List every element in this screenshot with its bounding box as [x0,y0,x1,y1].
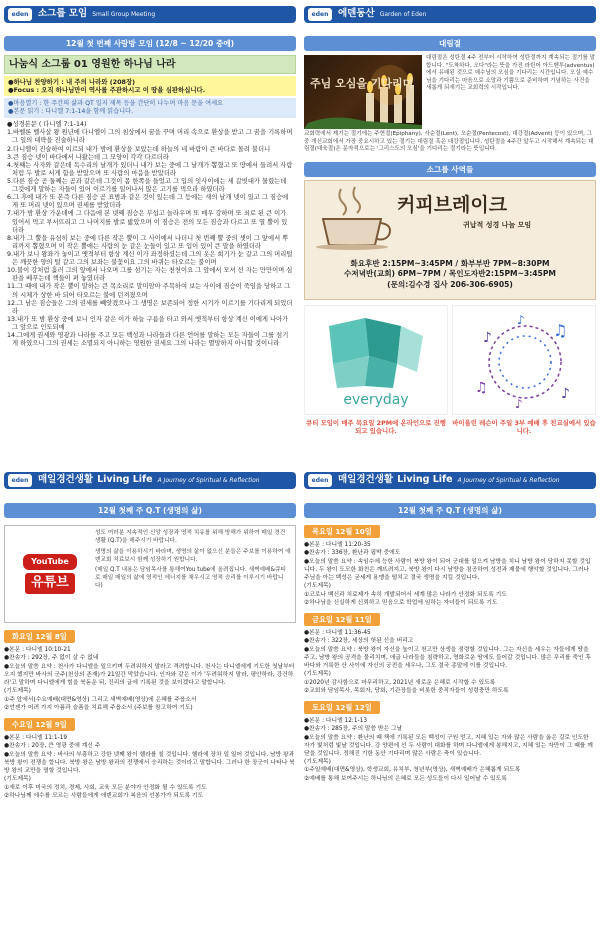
everyday-logo [304,305,448,415]
everyday-label: everyday [343,391,409,408]
verse-6: 6.그 후에 내가 또 본즉 다른 짐승 곧 표범과 같은 것이 있는데 그 등에는 새의 날개 넷이 있고 그 짐승에게 또 머리 넷이 있으며 권세를 받았더라 [7,194,289,210]
advent-text-bottom: 교회력에서 제기는 절기에는 주현절(Epiphany), 사순절(Lent), 오순절(Pentecost), 대강절(Advent) 등이 있으며, 그 중 개신교회에서 가장 중요시하고 있는 절기는 대림절 혹은 대강절입니다. 성탄절을 4주간 앞두고 시작해서 계속되는 대림절(대육절)은 문자적으로는 '그리스도의 오심'을 기다리는 절기라는 뜻입니다. [304,131,594,153]
fri-line-1: ●본문 : 다니엘 11:36-45 [304,630,371,637]
thu-line-4: (기도제목) [304,583,331,590]
opening-notes-box [4,98,296,118]
coffee-schedule-line-1: 화요후반 2:15PM~3:45PM / 화부부반 7PM~8:30PM [350,258,550,268]
living-life-subtitle: A Journey of Spiritual & Reflection [157,476,260,484]
fri-line-5: ①2020년 감사함으로 마무리하고, 2021년 새로운 은혜로 시작할 수 있도록 [304,679,496,686]
verse-9: 9.내가 보니 왕좌가 놓이고 옛적부터 항상 계신 이가 좌정하셨는데 그의 옷은 희기가 눈 같고 그의 머리털은 깨끗한 양의 털 같고 그의 보좌는 불꽃이요 그의 바퀴는 타오르는 불이며 [7,251,293,267]
day-list-wed [4,734,296,800]
cutie-card [304,305,448,435]
small-group-subtitle: Small Group Meeting [92,10,156,18]
coffee-subtitle: 귀납적 성경 나눔 모임 [463,220,532,229]
lesson-title: 나눔식 소그룹 01 영원한 하나님 나라 [4,55,296,74]
fri-line-3: ●오늘의 말씀 요약 : 북방 왕이 자신을 높이고 천고만 상생을 점령할 것입니다. 그는 자신을 세우는 자들에게 땅을 주고, 남방 왕의 공격을 물리치며, 애굽 나라들을 침략하고, 영화로운 땅에도 들어갈 것입니다. 많은 무리를 죽인 후 바다와 거룩한 산 사이에 자신의 궁전을 세우나, 그도 결국 종말에 이를 것입니다. [304,646,592,670]
violin-image [452,305,596,415]
svg-text:♪: ♪ [561,385,570,402]
wed-line-5: ①새로 이후 미국의 정치, 경제, 사회, 교육 모든 분야가 안정화 될 수 있도록 기도 [4,784,207,791]
hymn-focus-box [4,76,296,96]
eden-logo: eden [308,474,332,487]
sat-line-2: ●찬송가 : 285장, 주의 말씀 받은 그날 [304,726,403,733]
verse-4: 4.첫째는 사자와 같은데 독수리의 날개가 있더니 내가 보는 중에 그 날개가 뽑혔고 또 땅에서 들려서 사람처럼 두 발로 서게 함을 받았으며 또 사람의 마음을 받았더라 [7,161,293,177]
thu-line-2: ●찬송가 : 336장, 환난과 핍박 중에도 [304,550,401,557]
wed-line-1: ●본문 : 다니엘 11:1-19 [4,735,68,742]
sat-line-3: ●오늘의 말씀 요약 : 환난의 때 책에 기록된 모든 백성이 구원 얻고, 지혜 있는 자와 많은 사람을 옳은 길로 인도한 자가 빛처럼 빛날 것입니다. 강 양편에 선 두 사람이 대화를 하며 다니엘에게 봉해지고, 지혜 있는 자만이 그 때를 깨닫을 것입니다. 정해진 기한 동안 기다리며 많은 사람은 축이 있습니다. [304,734,593,758]
living-life-title-en-right: Living Life [397,474,453,486]
verse-5: 5.다른 짐승 곧 둘째는 곰과 같은데 그것이 몸 한쪽을 들었고 그 입의 잇사이에는 세 갈빗대가 물렸는데 그것에게 말하는 자들이 있어 이르기를 일어나서 많은 고기를 먹으라 하였더라 [7,178,287,194]
advent-candle-image [304,55,422,129]
svg-text:♫: ♫ [475,379,488,396]
verse-1: 1.바벨론 벨사살 왕 원년에 다니엘이 그의 침상에서 꿈을 꾸며 머리 속으로 환상을 받고 그 꿈을 기록하며 그 일의 대략을 진술하니라 [7,129,293,145]
hymn-line: ●하나님 찬양하기 : 내 주의 나라와 (208장) [8,78,136,86]
day-label-thu: 목요일 12월 10일 [304,525,380,538]
week-bar: 12월 첫 번째 사랑방 모임 (12/8 ~ 12/20 중에) [4,36,296,51]
coffee-break-box [304,180,596,300]
living-life-header-left [4,472,296,489]
sat-line-1: ●본문 : 다니엘 12:1-13 [304,718,368,725]
advent-text-right: 대림절은 성탄절 4주 전부터 시작하여 성탄절까지 계속되는 절기를 말합니다. "도착하다, 오다"라는 뜻을 가진 라틴어 아드벤투(adventus)에서 유래된 것으로 예수님의 오심을 기다리는 시간입니다. 오실 예수님을 기다리는 마음으로 소망과 기쁨으로 준비하며 기념하는 사건을 새롭게 되새기는 교회력의 시작입니다. [426,55,596,92]
group-ministries-bar: 소그룹 사역들 [304,162,596,177]
wed-line-6: ②하나님께 에수를 모르는 사람들에게 에덴교회가 복음의 선봉가가 되도록 기도 [4,792,204,799]
thu-line-3: ●오늘의 말씀 요약 : 속임수에 능한 사람이 북방 왕이 되어 군대를 일으켜 남방을 치니 남방 왕이 당하지 못할 것입니다. 두 왕이 도모한 화친은 깨뜨려지고, 북방 왕이 다시 남방을 침공하여 성전과 제물에 행악할 것입니다. 그러나 주님을 아는 백성은 굳세게 용맹을 떨치고 결국 생명을 지킬 것입니다. [304,558,591,582]
coffee-schedule [309,259,591,291]
wed-line-2: ●찬송가 : 20장, 큰 영광 중에 계신 주 [4,743,101,750]
scripture-ref: ●성경본문 ( 다니엘 7:1-14) [7,121,87,129]
thu-line-6: ②하나님을 신실하게 신뢰하고 믿음으로 학업에 임하는 자녀들이 되도록 기도 [304,599,498,606]
living-life-title-right: 매일경건생활 [338,474,394,486]
wed-line-4: (기도제목) [4,776,31,783]
youtube-logo-bottom: 유튜브 [25,573,75,594]
day-list-fri [304,629,596,695]
fri-line-4: (기도제목) [304,671,331,678]
fri-line-2: ●찬송가 : 322장, 세상의 헛된 신을 버리고 [304,638,414,645]
yt-text-1: 성도 여러분 지속적인 신앙 성장과 영적 치유를 위해 방해가 위하여 매일 경건 생활 (Q.T)을 해주시기 바랍니다. [95,530,286,544]
garden-header [304,6,596,23]
living-life-subtitle-right: A Journey of Spiritual & Reflection [457,476,560,484]
ministry-images-row [304,305,596,435]
violin-caption: 바이올린 레슨이 주일 3부 예배 후 친교실에서 있습니다. [452,418,596,435]
qt-week-bar-left: 12월 첫째 주 Q.T (생명의 삶) [4,503,296,518]
youtube-text [95,530,291,618]
verse-7: 7.내가 밤 환상 가운데에 그 다음에 본 넷째 짐승은 무섭고 놀라우며 또 매우 강하며 또 쇠로 된 큰 이가 있어서 먹고 부서뜨리고 그 나머지를 발로 밟았으며 이 짐승은 전의 모든 짐승과 다르고 또 열 뿔이 있더라 [7,210,288,234]
qt-week-bar-right: 12월 첫째 주 Q.T (생명의 삶) [304,503,596,518]
wed-line-3: ●오늘의 말씀 요약 : 바사의 부흥하고 강한 넷째 왕이 헬라를 칠 것입니다. 헬라에 장차 일 일어 것입니다. 남방 왕과 북방 왕이 전쟁을 합니다. 북방 왕은 남방 왕과의 전쟁에서 승리하는 것이라고 말합니다. 그러나 한 장군이 나타나 북방 왕의 교만을 멸할 것입니다. [4,751,295,775]
small-group-title: 소그룹 모임 [38,8,88,20]
sat-line-6: ②예배를 통해 보여주시는 하나님의 은혜로 모든 성도들이 다시 일어날 수 있도록 [304,775,507,782]
cutie-caption: 큐티 모임이 매주 목요일 2PM에 온라인으로 진행되고 있습니다. [306,418,446,435]
garden-title: 에덴동산 [338,8,375,20]
eden-logo: eden [8,474,32,487]
tue-line-4: (기도제목) [4,688,31,695]
advent-bar: 대림절 [304,36,596,51]
coffee-contact: (문의:김수경 집사 206-306-6905) [387,279,513,289]
day-list-sat [304,717,596,783]
day-list-thu [304,541,596,607]
day-label-sat: 토요일 12월 12일 [304,701,380,714]
sat-line-4: (기도제목) [304,759,331,766]
qt-day-sat [304,701,596,783]
living-life-title-en: Living Life [97,474,153,486]
advent-row [304,55,596,129]
tue-line-3: ●오늘의 말씀 요약 : 천사가 다니엘을 일으키며 두려워하지 말라고 격려합니다. 천사는 다니엘에게 기도한 첫날부터 오지 했지만 바사의 군주(천상의 존재)가 21일간 막았습니다. 인자와 같은 이가 '두려워하지 말라, 평안하라, 강건하라'고 말하며 다니엘에게 힘을 북돋운 뒤, 진리의 글에 기록된 것을 보이겠다고 말합니다. [4,663,295,687]
tue-line-5: ①주 앞에서(수요예배(대면&영상) 그리고 새벽예배(영상)에 은혜를 주옵소서 [4,696,197,703]
verse-3: 3.큰 짐승 넷이 바다에서 나왔는데 그 모양이 각각 다르더라 [7,153,169,161]
fri-line-6: ②교회와 담임목사, 목회자, 당회, 기관장들을 비롯한 중직자들이 성령충만 하도록 [304,687,509,694]
small-group-section [4,6,296,348]
note-open-heart: ●마음열기 : 한 주간의 삶과 QT 일지 제목 등을 간단히 나누며 마음 문을 여세요 [8,100,224,108]
youtube-logo [9,530,91,618]
sat-line-5: ①주일예배(대면&영상), 학생교회, 유치부, 청년부(영상), 새벽예배가 은혜롭게 되도록 [304,767,521,774]
garden-subtitle: Garden of Eden [379,10,427,18]
thu-line-1: ●본문 : 다니엘 11:20-35 [304,542,371,549]
day-list-tue [4,646,296,712]
eden-logo: eden [308,8,332,21]
candle-illustration [304,55,422,129]
day-label-tue: 화요일 12월 8일 [4,630,75,643]
yt-text-3: (매일 Q.T 내용은 담임목사를 통해여You tube에 올려집니다. 새벽예배&큐티로 매일 매일의 삶에 영적인 에너지를 채우시고 영적 승리를 이루시기 바랍니다) [95,567,286,590]
day-label-wed: 수요일 12월 9일 [4,718,75,731]
living-life-left-section [4,472,296,800]
living-life-title: 매일경건생활 [38,474,94,486]
qt-day-tue [4,630,296,712]
verse-11: 11.그 때에 내가 작은 뿔이 말하는 큰 목소리로 말미암아 주목하여 보는 사이에 짐승이 죽임을 당하고 그의 시체가 상한 바 되어 타오르는 불에 던져졌으며 [7,283,291,299]
qt-day-thu [304,525,596,607]
verse-8: 8.내가 그 뿔을 유심히 보는 중에 다른 작은 뿔이 그 사이에서 나더니 첫 번째 뿔 중의 셋이 그 앞에서 뿌리까지 뽑혔으며 이 작은 뿔에는 사람의 눈 같은 눈들이 있고 또 입이 있어 큰 말을 하였더라 [7,234,289,250]
youtube-box [4,525,296,623]
verse-12: 12.그 남은 짐승들은 그의 권세를 빼앗겼으나 그 생명은 보존되어 정한 시기가 이르기를 기다리게 되었더라 [7,299,293,315]
verse-10: 10.불이 강처럼 흘러 그의 앞에서 나오며 그를 섬기는 자는 천천이요 그 앞에서 모셔 선 자는 만만이며 심판을 베푸는데 책들이 펴 놓였더라 [7,267,293,283]
coffee-schedule-line-2: 수저녁반(교회) 6PM~7PM / 목인도자반2:15PM~3:45PM [344,269,556,279]
note-read-passage: ●본문 읽기 : 다니엘 7:1-14을 함께 읽습니다. [8,108,133,116]
garden-of-eden-section [304,6,596,435]
focus-line: ●Focus : 오직 하나님만이 역사를 주관하시고 이 땅을 심판하십니다. [8,86,206,95]
living-life-right-section [304,472,596,783]
tue-line-1: ●본문 : 다니엘 10:10-21 [4,647,71,654]
advent-image-caption: 주님 오심을 기다리며 [310,77,414,90]
small-group-header [4,6,296,23]
verse-13: 13.내가 또 밤 환상 중에 보니 인자 같은 이가 하늘 구름을 타고 와서 옛적부터 항상 계신 이에게 나아가 그 앞으로 인도되매 [7,315,289,331]
tue-line-2: ●찬송가 : 292장, 주 없이 살 수 없네 [4,655,99,662]
verse-2: 2.다니엘이 진술하여 이르되 내가 밤에 환상을 보았는데 하늘의 네 바람이 큰 바다로 몰려 불더니 [7,145,271,153]
day-label-fri: 금요일 12월 11일 [304,613,380,626]
youtube-logo-top: YouTube [23,554,77,570]
coffee-title: 커피브레이크 [397,193,508,216]
svg-text:♪: ♪ [483,329,492,346]
verse-14: 14.그에게 권세와 영광과 나라를 주고 모든 백성과 나라들과 다른 언어를 말하는 모든 자들이 그를 섬기게 하였으니 그의 권세는 소멸되지 아니하는 영원한 권세요 그의 나라는 멸망하지 아니할 것이니라 [7,332,289,348]
thu-line-5: ①코로나 백신과 치료제가 속히 개발되어서 세계 많은 나라가 안정화 되도록 기도 [304,591,507,598]
svg-text:♪: ♪ [515,396,523,411]
yt-text-2: 생명의 삶을 이용하시기 바라며, 생명의 삶이 없으신 분들은 주보를 이용하여 에덴교회 치료보시 함께 성장하기 원합니다. [95,548,291,563]
svg-text:♫: ♫ [553,320,568,340]
eden-logo: eden [8,8,32,21]
living-life-header-right [304,472,596,489]
svg-text:♪: ♪ [517,312,525,327]
qt-day-fri [304,613,596,695]
violin-card [452,305,596,435]
coffee-cup-icon [311,185,397,251]
qt-day-wed [4,718,296,800]
scripture-block [4,121,296,348]
tue-line-6: ②언젠가 어려 가지 아픔과 슬픔을 치료해 주옵소서 (주보를 참고하여 기도) [4,704,193,711]
